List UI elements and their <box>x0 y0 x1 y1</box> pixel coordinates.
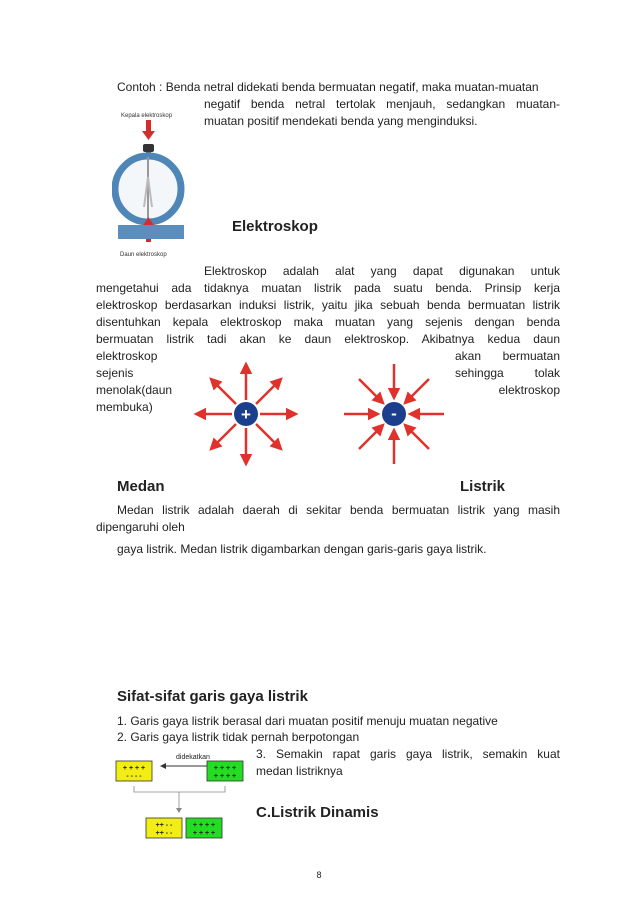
green-result-top: + + + + <box>192 822 216 829</box>
green-result-bottom: + + + + <box>192 830 216 837</box>
negative-field-arrow-se <box>405 425 429 449</box>
electroscope-bottom-label: Daun elektroskop <box>120 252 167 258</box>
medan-line-2: dipengaruhi oleh <box>96 520 185 534</box>
electroscope-base <box>118 225 184 239</box>
elektroskop-left-frag-2: sejenis <box>96 366 134 380</box>
induction-arrow-label: didekatkan <box>176 754 210 761</box>
elektroskop-left-frag-4: membuka) <box>96 400 153 414</box>
elektroskop-line-4: disentuhkan kepala elektroskop maka muatan yang sejenis dengan benda <box>96 315 560 329</box>
electric-field-figure <box>190 358 455 470</box>
yellow-result-bottom: ++ - - <box>155 830 173 837</box>
negative-field-arrow-nw <box>359 379 383 403</box>
example-line-1: Contoh : Benda netral didekati benda bermuatan negatif, maka muatan-muatan <box>117 80 539 94</box>
elektroskop-left-frag-3: menolak(daun <box>96 383 173 397</box>
induction-down-head <box>176 808 182 813</box>
elektroskop-heading: Elektroskop <box>232 218 318 235</box>
yellow-object-bottom: - - - - <box>126 773 142 780</box>
negative-field-arrow-sw <box>359 425 383 449</box>
medan-line-3: gaya listrik. Medan listrik digambarkan dengan garis-garis gaya listrik. <box>117 542 487 556</box>
electroscope-top-label: Kepala elektroskop <box>121 113 173 119</box>
negative-field-arrow-ne <box>405 379 429 403</box>
yellow-result-top: ++ - - <box>155 822 173 829</box>
positive-field-arrow-se <box>256 424 281 449</box>
positive-field-arrow-ne <box>256 379 281 404</box>
elektroskop-right-frag-2: sehingga tolak <box>455 366 560 380</box>
sifat-item-3-line-1: 3. Semakin rapat garis gaya listrik, semakin kuat <box>256 747 560 761</box>
green-object-bottom: + + + + <box>213 773 237 780</box>
dinamis-heading: C.Listrik Dinamis <box>256 804 379 821</box>
elektroskop-left-frag-1: elektroskop <box>96 349 158 363</box>
sifat-item-1: 1. Garis gaya listrik berasal dari muatan positif menuju muatan negative <box>117 714 498 728</box>
example-line-2: negatif benda netral tertolak menjauh, sedangkan muatan- <box>204 97 560 111</box>
top-red-arrow-shaft <box>146 120 151 132</box>
electroscope-knob <box>143 144 154 152</box>
sifat-item-3-line-2: medan listriknya <box>256 764 343 778</box>
induction-bracket <box>134 786 225 792</box>
page-number: 8 <box>316 870 322 880</box>
elektroskop-line-5: bermuatan listrik tadi akan ke daun elektroskop. Akibatnya kedua daun <box>96 332 560 346</box>
elektroskop-line-1: Elektroskop adalah alat yang dapat digunakan untuk <box>204 264 560 278</box>
induction-arrow-head <box>160 763 166 769</box>
medan-heading-right: Listrik <box>460 478 506 495</box>
sifat-item-2: 2. Garis gaya listrik tidak pernah berpotongan <box>117 730 360 744</box>
negative-charge-symbol: - <box>391 404 397 423</box>
positive-field-arrow-nw <box>211 379 236 404</box>
elektroskop-right-frag-1: akan bermuatan <box>455 349 560 363</box>
electroscope-figure <box>112 107 198 262</box>
positive-charge-symbol: + <box>241 405 251 424</box>
example-line-3: muatan positif mendekati benda yang menginduksi. <box>204 114 478 128</box>
green-object-top: + + + + <box>213 765 237 772</box>
top-red-arrow-head <box>142 131 155 140</box>
elektroskop-right-frag-3: elektroskop <box>498 383 560 397</box>
positive-field-arrow-sw <box>211 424 236 449</box>
elektroskop-line-3: elektroskop berdasarkan induksi listrik, yaitu jika sebuah benda bermuatan listrik <box>96 298 560 312</box>
yellow-object-top: + + + + <box>122 765 146 772</box>
induction-figure <box>112 750 252 842</box>
medan-heading-left: Medan <box>117 478 165 495</box>
medan-line-1: Medan listrik adalah daerah di sekitar benda bermuatan listrik yang masih <box>117 503 560 517</box>
sifat-heading: Sifat-sifat garis gaya listrik <box>117 688 308 705</box>
elektroskop-line-2: mengetahui ada tidaknya muatan listrik pada suatu benda. Prinsip kerja <box>96 281 560 295</box>
